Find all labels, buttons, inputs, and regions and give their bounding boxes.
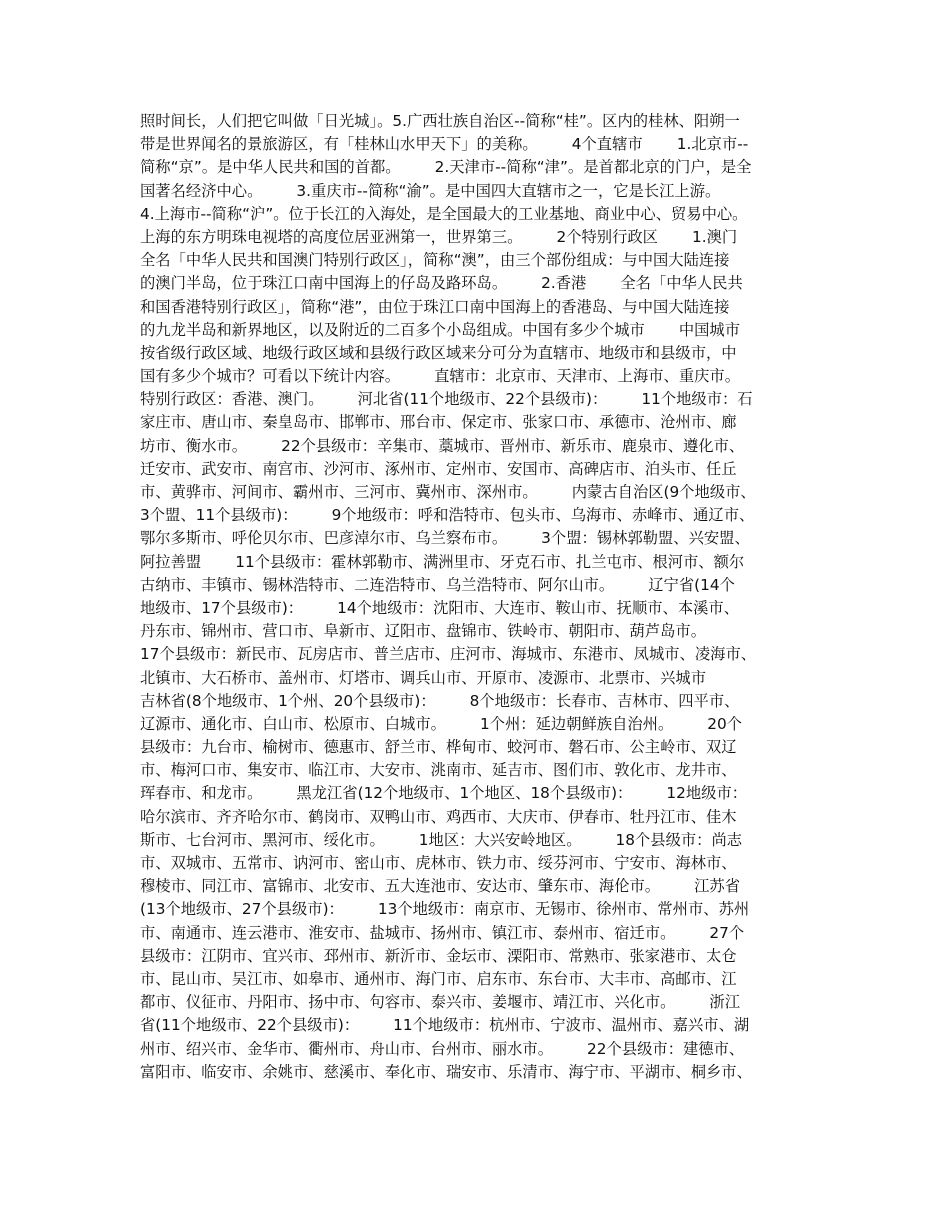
text-line: 古纳市、丰镇市、锡林浩特市、二连浩特市、乌兰浩特市、阿尔山市。 辽宁省(14个 xyxy=(140,575,735,594)
text-line: 省(11个地级市、22个县级市)： 11个地级市：杭州市、宁波市、温州市、嘉兴市、湖 xyxy=(140,1016,750,1035)
text-line: 家庄市、唐山市、秦皇岛市、邯郸市、邢台市、保定市、张家口市、承德市、沧州市、廊 xyxy=(140,413,737,432)
text-line: 哈尔滨市、齐齐哈尔市、鹤岗市、双鸭山市、鸡西市、大庆市、伊春市、牡丹江市、佳木 xyxy=(140,807,737,826)
text-line: 县级市：九台市、榆树市、德惠市、舒兰市、桦甸市、蛟河市、磐石市、公主岭市、双辽 xyxy=(140,738,737,757)
text-line: 的九龙半岛和新界地区，以及附近的二百多个小岛组成。中国有多少个城市 中国城市 xyxy=(140,320,741,339)
text-line: 穆棱市、同江市、富锦市、北安市、五大连池市、安达市、肇东市、海伦市。 江苏省 xyxy=(140,877,741,896)
text-line: 辽源市、通化市、白山市、松原市、白城市。 1个州：延边朝鲜族自治州。 20个 xyxy=(140,714,743,733)
text-line: 州市、绍兴市、金华市、衢州市、舟山市、台州市、丽水市。 22个县级市：建德市、 xyxy=(140,1039,745,1058)
text-line: 全名「中华人民共和国澳门特别行政区」，简称“澳”，由三个部份组成：与中国大陆连接 xyxy=(140,251,730,270)
text-line: 简称“京”。是中华人民共和国的首都。 2.天津市--简称“津”。是首都北京的门户，是全 xyxy=(140,158,752,177)
text-line: (13个地级市、27个县级市)： 13个地级市：南京市、无锡市、徐州市、常州市、苏州 xyxy=(140,900,750,919)
text-line: 鄂尔多斯市、呼伦贝尔市、巴彦淖尔市、乌兰察布市。 3个盟：锡林郭勒盟、兴安盟、 xyxy=(140,529,750,548)
text-line: 按省级行政区域、地级行政区域和县级行政区域来分可分为直辖市、地级市和县级市，中 xyxy=(140,343,737,362)
text-line: 特别行政区：香港、澳门。 河北省(11个地级市、22个县级市)： 11个地级市：石 xyxy=(140,390,753,409)
text-line: 国著名经济中心。 3.重庆市--简称“渝”。是中国四大直辖市之一，它是长江上游。 xyxy=(140,181,721,200)
text-line: 国有多少个城市？可看以下统计内容。 直辖市：北京市、天津市、上海市、重庆市。 xyxy=(140,367,741,386)
text-line: 富阳市、临安市、余姚市、慈溪市、奉化市、瑞安市、乐清市、海宁市、平湖市、桐乡市、 xyxy=(140,1062,752,1081)
text-line: 吉林省(8个地级市、1个州、20个县级市)： 8个地级市：长春市、吉林市、四平市、 xyxy=(140,691,740,710)
text-line: 和国香港特别行政区」，简称“港”，由位于珠江口南中国海上的香港岛、与中国大陆连接 xyxy=(140,297,730,316)
text-line: 照时间长，人们把它叫做「日光城」。5.广西壮族自治区--简称“桂”。区内的桂林、阳朔一 xyxy=(140,112,740,130)
text-line: 市、昆山市、吴江市、如皋市、通州市、海门市、启东市、东台市、大丰市、高邮市、江 xyxy=(140,969,737,988)
text-line: 市、黄骅市、河间市、霸州市、三河市、冀州市、深州市。 内蒙古自治区(9个地级市、 xyxy=(140,483,756,501)
text-line: 17个县级市：新民市、瓦房店市、普兰店市、庄河市、海城市、东港市、凤城市、凌海市、 xyxy=(140,645,757,664)
text-line: 县级市：江阴市、宜兴市、邳州市、新沂市、金坛市、溧阳市、常熟市、张家港市、太仓 xyxy=(140,946,737,965)
text-line: 市、南通市、连云港市、淮安市、盐城市、扬州市、镇江市、泰州市、宿迁市。 27个 xyxy=(140,923,745,942)
text-line: 的澳门半岛，位于珠江口南中国海上的仔岛及路环岛。 2.香港 全名「中华人民共 xyxy=(140,274,743,293)
text-line: 斯市、七台河市、黑河市、绥化市。 1地区：大兴安岭地区。 18个县级市：尚志 xyxy=(140,830,743,849)
text-line: 珲春市、和龙市。 黑龙江省(12个地级市、1个地区、18个县级市)： 12地级市： xyxy=(140,784,748,803)
text-line: 丹东市、锦州市、营口市、阜新市、辽阳市、盘锦市、铁岭市、朝阳市、葫芦岛市。 xyxy=(140,622,706,641)
text-line: 阿拉善盟 11个县级市：霍林郭勒市、满洲里市、牙克石市、扎兰屯市、根河市、额尔 xyxy=(140,552,745,571)
text-line: 北镇市、大石桥市、盖州市、灯塔市、调兵山市、开原市、凌源市、北票市、兴城市 xyxy=(140,668,706,687)
body-text xyxy=(140,110,812,1084)
text-line: 4.上海市--简称“沪”。位于长江的入海处，是全国最大的工业基地、商业中心、贸易中心。 xyxy=(140,204,748,223)
text-line: 带是世界闻名的景旅游区，有「桂林山水甲天下」的美称。 4个直辖市 1.北京市-- xyxy=(140,135,749,154)
text-line: 都市、仪征市、丹阳市、扬中市、句容市、泰兴市、姜堰市、靖江市、兴化市。 浙江 xyxy=(140,993,741,1012)
text-line: 上海的东方明珠电视塔的高度位居亚洲第一，世界第三。 2个特别行政区 1.澳门 xyxy=(140,227,738,246)
text-line: 地级市、17个县级市)： 14个地级市：沈阳市、大连市、鞍山市、抚顺市、本溪市、 xyxy=(140,598,740,617)
text-line: 3个盟、11个县级市)： 9个地级市：呼和浩特市、包头市、乌海市、赤峰市、通辽市、 xyxy=(140,506,755,525)
text-line: 迁安市、武安市、南宫市、沙河市、涿州市、定州市、安国市、高碑店市、泊头市、任丘 xyxy=(140,459,737,478)
text-line: 坊市、衡水市。 22个县级市：辛集市、藁城市、晋州市、新乐市、鹿泉市、遵化市、 xyxy=(140,436,745,455)
text-line: 市、梅河口市、集安市、临江市、大安市、洮南市、延吉市、图们市、敦化市、龙井市、 xyxy=(140,761,737,780)
text-line: 市、双城市、五常市、讷河市、密山市、虎林市、铁力市、绥芬河市、宁安市、海林市、 xyxy=(140,854,737,872)
